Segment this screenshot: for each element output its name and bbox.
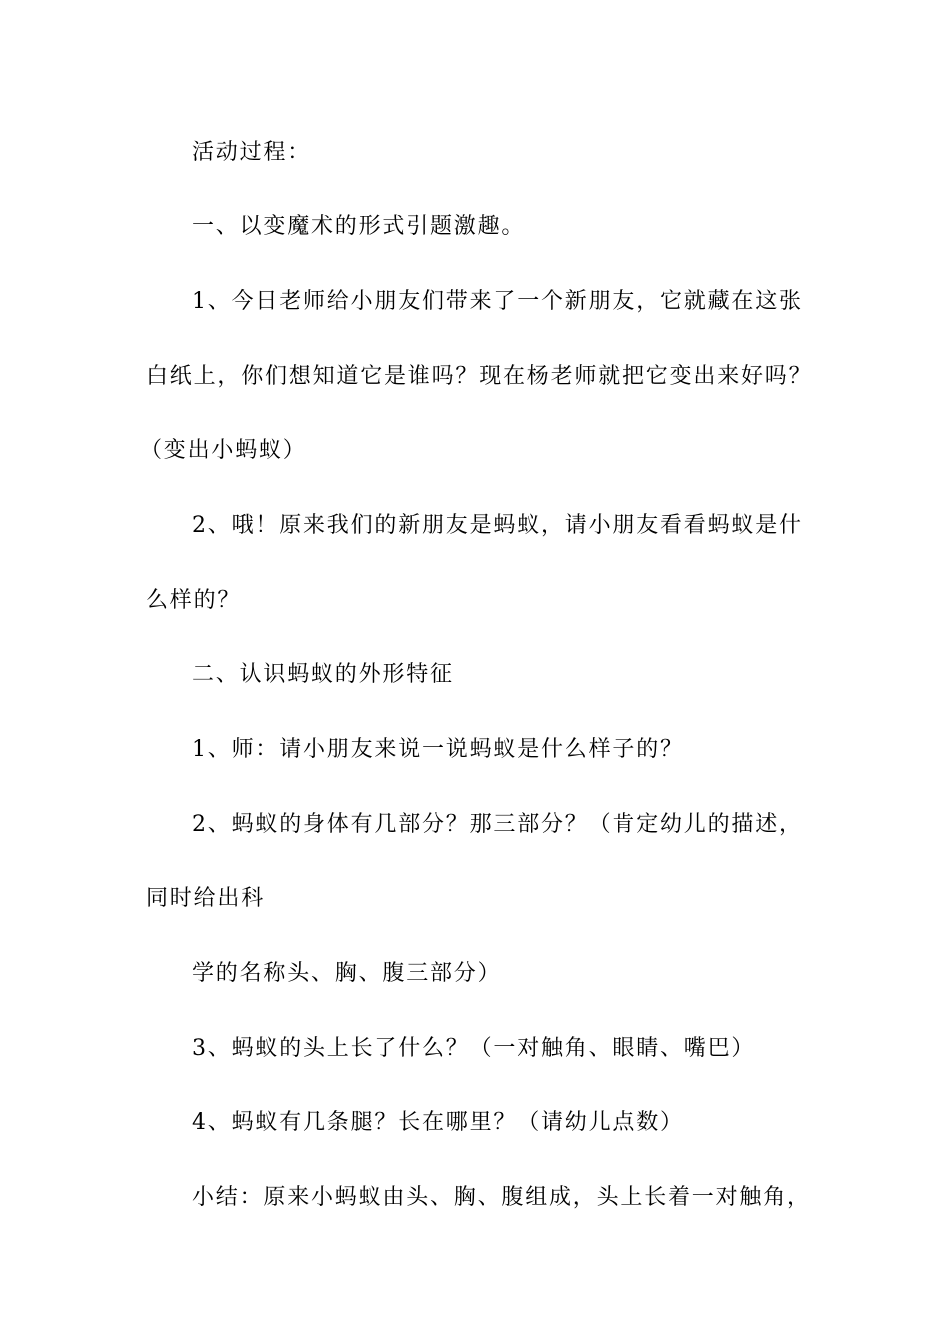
paragraph-line: 1、今日老师给小朋友们带来了一个新朋友，它就藏在这张 <box>192 289 803 314</box>
heading-activity-process: 活动过程： <box>192 140 312 165</box>
paragraph-line: 白纸上，你们想知道它是谁吗？现在杨老师就把它变出来好吗？ <box>146 364 813 389</box>
paragraph-line: 学的名称头、胸、腹三部分） <box>192 961 502 986</box>
paragraph-line: （变出小蚂蚁） <box>140 438 307 463</box>
paragraph-line: 2、蚂蚁的身体有几部分？那三部分？（肯定幼儿的描述， <box>192 812 803 837</box>
section-heading-two: 二、认识蚂蚁的外形特征 <box>192 662 454 687</box>
summary-line: 小结：原来小蚂蚁由头、胸、腹组成，头上长着一对触角， <box>192 1185 811 1210</box>
paragraph-line: 么样的？ <box>146 588 242 613</box>
paragraph-line: 同时给出科 <box>146 886 266 911</box>
paragraph-line: 2、哦！原来我们的新朋友是蚂蚁，请小朋友看看蚂蚁是什 <box>192 513 803 538</box>
paragraph-line: 4、蚂蚁有几条腿？长在哪里？（请幼儿点数） <box>192 1110 684 1135</box>
section-heading-one: 一、以变魔术的形式引题激趣。 <box>192 214 526 239</box>
paragraph-line: 3、蚂蚁的头上长了什么？（一对触角、眼睛、嘴巴） <box>192 1036 756 1061</box>
paragraph-line: 1、师：请小朋友来说一说蚂蚁是什么样子的？ <box>192 737 684 762</box>
